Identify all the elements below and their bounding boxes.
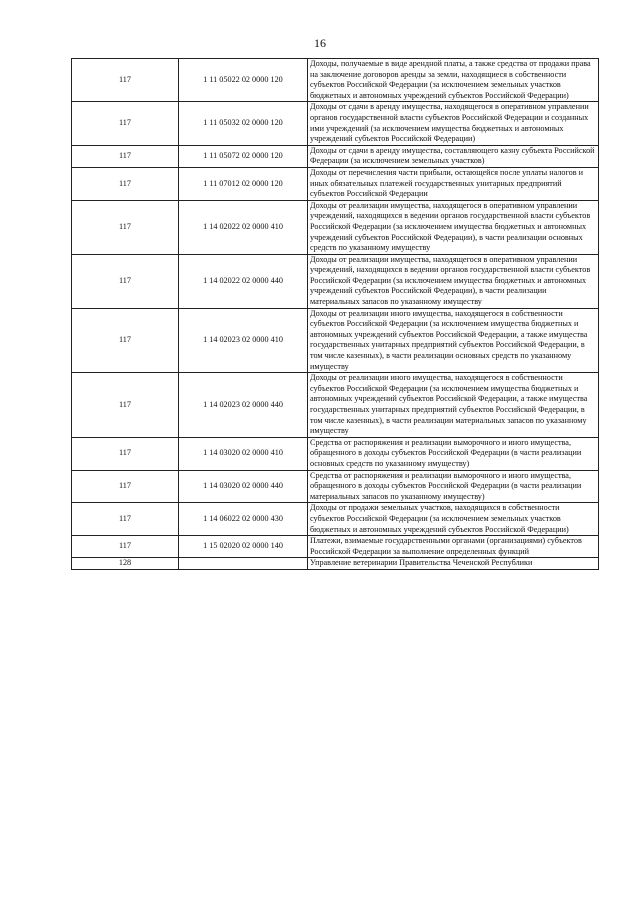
budget-code-cell: 1 11 05022 02 0000 120: [179, 59, 308, 102]
description-cell: Средства от распоряжения и реализации выморочного и иного имущества, обращенного в доходы субъектов Российской Федерации (в части реализации основных средств по указанному имуществу): [308, 437, 599, 470]
description-cell: Доходы от реализации иного имущества, находящегося в собственности субъектов Российской Федерации (за исключением имущества бюджетных и автономных учреждений субъектов Российской Федерации, а также имущества государственных унитарных предприятий субъектов Российской Федерации, в том числе казенных), в части реализации основных средств по указанному имуществу: [308, 308, 599, 373]
budget-code-cell: 1 14 03020 02 0000 410: [179, 437, 308, 470]
table-row: [72, 102, 599, 145]
description-cell: Доходы от сдачи в аренду имущества, составляющего казну субъекта Российской Федерации (за исключением земельных участков): [308, 145, 599, 167]
budget-code-cell: 1 14 02023 02 0000 440: [179, 373, 308, 438]
table-row: [72, 558, 599, 570]
description-cell: Доходы от реализации иного имущества, находящегося в собственности субъектов Российской Федерации (за исключением имущества бюджетных и автономных учреждений субъектов Российской Федерации, а также имущества государственных унитарных предприятий субъектов Российской Федерации, в том числе казенных), в части реализации материальных запасов по указанному имуществу: [308, 373, 599, 438]
table-row: [72, 167, 599, 200]
admin-code-cell: 117: [72, 102, 179, 145]
description-cell: Доходы от продажи земельных участков, находящихся в собственности субъектов Российской Федерации (за исключением земельных участков бюджетных и автономных учреждений субъектов Российской Федерации): [308, 503, 599, 536]
table-row: [72, 373, 599, 438]
page-number: 16: [314, 36, 326, 50]
description-cell: Доходы от реализации имущества, находящегося в оперативном управлении учреждений, находящихся в ведении органов государственной власти субъектов Российской Федерации (за исключением имущества бюджетных и автономных учреждений субъектов Российской Федерации), в части реализации материальных запасов по указанному имуществу: [308, 254, 599, 308]
admin-code-cell: 117: [72, 200, 179, 254]
table-row: [72, 254, 599, 308]
admin-code-cell: 117: [72, 503, 179, 536]
admin-code-cell: 117: [72, 254, 179, 308]
description-cell: Доходы, получаемые в виде арендной платы, а также средства от продажи права на заключение договоров аренды за земли, находящиеся в собственности субъектов Российской Федерации (за исключением земельных участков бюджетных и автономных учреждений субъектов Российской Федерации): [308, 59, 599, 102]
budget-code-cell: 1 14 02022 02 0000 440: [179, 254, 308, 308]
admin-code-cell: 117: [72, 59, 179, 102]
table-row: [72, 470, 599, 503]
description-cell: Платежи, взимаемые государственными органами (организациями) субъектов Российской Федерации за выполнение определенных функций: [308, 536, 599, 558]
admin-code-cell: 117: [72, 536, 179, 558]
budget-classification-table: [71, 58, 599, 570]
description-cell: Доходы от сдачи в аренду имущества, находящегося в оперативном управлении органов государственной власти субъектов Российской Федерации и созданных ими учреждений (за исключением имущества бюджетных и автономных учреждений субъектов Российской Федерации): [308, 102, 599, 145]
budget-code-cell: 1 14 02023 02 0000 410: [179, 308, 308, 373]
table-row: [72, 503, 599, 536]
budget-code-cell: 1 11 05072 02 0000 120: [179, 145, 308, 167]
admin-code-cell: 117: [72, 470, 179, 503]
table-row: [72, 145, 599, 167]
description-cell: Доходы от перечисления части прибыли, остающейся после уплаты налогов и иных обязательных платежей государственных унитарных предприятий субъектов Российской Федерации: [308, 167, 599, 200]
table-row: [72, 437, 599, 470]
admin-code-cell: 117: [72, 308, 179, 373]
description-cell: Средства от распоряжения и реализации выморочного и иного имущества, обращенного в доходы субъектов Российской Федерации (в части реализации материальных запасов по указанному имуществу): [308, 470, 599, 503]
admin-code-cell: 117: [72, 373, 179, 438]
admin-code-cell: 117: [72, 145, 179, 167]
budget-code-cell: 1 11 07012 02 0000 120: [179, 167, 308, 200]
budget-code-cell: [179, 558, 308, 570]
admin-code-cell: 117: [72, 167, 179, 200]
admin-code-cell: 128: [72, 558, 179, 570]
budget-code-cell: 1 14 06022 02 0000 430: [179, 503, 308, 536]
table-body: [72, 59, 599, 570]
table-row: [72, 200, 599, 254]
description-cell: Доходы от реализации имущества, находящегося в оперативном управлении учреждений, находящихся в ведении органов государственной власти субъектов Российской Федерации (за исключением имущества бюджетных и автономных учреждений субъектов Российской Федерации), в части реализации основных средств по указанному имуществу: [308, 200, 599, 254]
budget-code-cell: 1 11 05032 02 0000 120: [179, 102, 308, 145]
table-row: [72, 536, 599, 558]
budget-code-cell: 1 14 03020 02 0000 440: [179, 470, 308, 503]
table-row: [72, 308, 599, 373]
admin-code-cell: 117: [72, 437, 179, 470]
description-cell: Управление ветеринарии Правительства Чеченской Республики: [308, 558, 599, 570]
budget-code-cell: 1 14 02022 02 0000 410: [179, 200, 308, 254]
budget-code-cell: 1 15 02020 02 0000 140: [179, 536, 308, 558]
table-row: [72, 59, 599, 102]
